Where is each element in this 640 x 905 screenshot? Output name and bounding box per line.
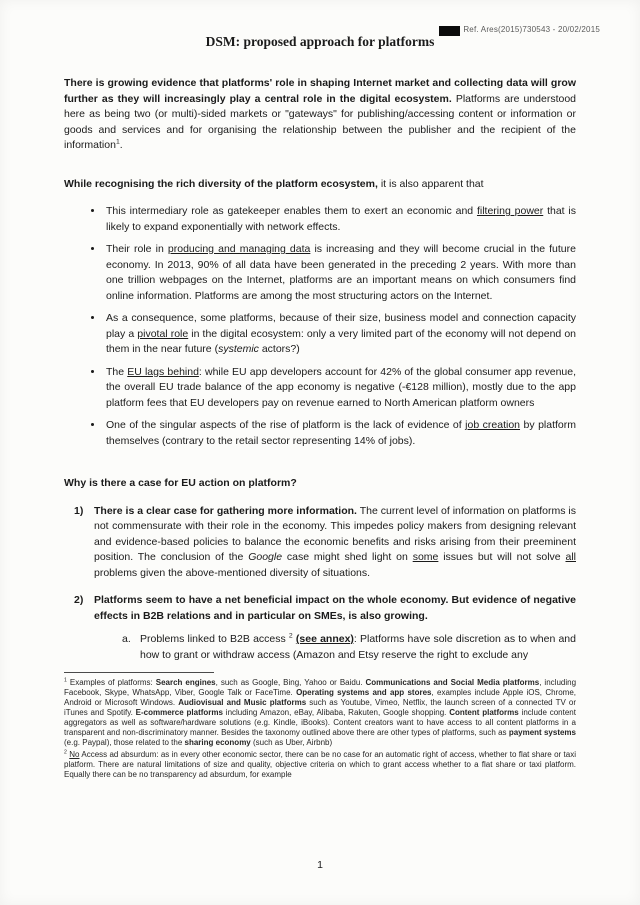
- footnote-separator: [64, 672, 214, 673]
- intro-paragraph: There is growing evidence that platforms' role in shaping Internet market and collecting data will grow further as they will increasingly play a central role in the digital ecosystem. Platforms are understood here as being two (or multi)-sided markets or "gateways" for publishing/accessing content or information or goods and services and for organising the relationship between the publisher and the recipient of the information$^1$.: [64, 77, 577, 151]
- numbered-item-1: [64, 504, 576, 582]
- item-2-marker: 2): [74, 594, 84, 606]
- footnote-1: $^1$ Examples of platforms: Search engines, such as Google, Bing, Yahoo or Baidu. Communications and Social Media platforms, including Facebook, Skype, WhatsApp, Viber, Google Talk or FaceTime. Operating systems and app stores, examples include Apple iOS, Chrome, Android or Microsoft Windows. Audiovisual and Music platforms such as Youtube, Vimeo, Netflix, the launch screen of a connected TV or iTunes and Spotify. E-commerce platforms including Amazon, eBay, Alibaba, Rakuten, Google shopping. Content platforms include content aggregators as well as software/hardware solutions (e.g. Kindle, iBooks). Content creators want to have access to all content platforms in a transparent and non-discriminatory manner. Besides the taxonomy outlined above there are other types of platforms, such as payment systems (e.g. Paypal), those related to the sharing economy (such as Uber, Airbnb): [64, 677, 577, 747]
- sub-item-a: [64, 632, 576, 663]
- item-2-text: Platforms seem to have a net beneficial impact on the whole economy. But evidence of negative effects in B2B relations and in particular on SMEs, is also growing.: [94, 594, 576, 622]
- bullet-eu-lags-behind: • The EU lags behind: while EU app developers account for 42% of the global consumer app revenue, the overall EU trade balance of the app economy is negative (-€128 million), mostly due to the app platform fees that EU developers pay on revenue earned to North American platform owners: [104, 365, 576, 412]
- bullet-job-creation: • One of the singular aspects of the rise of platform is the lack of evidence of job creation by platform themselves (contrary to the retail sector representing 14% of jobs).: [104, 418, 576, 449]
- redaction-mark-icon: [439, 26, 460, 36]
- item-1-marker: 1): [74, 504, 84, 517]
- ref-stamp: [439, 25, 600, 36]
- document-body: [0, 76, 640, 780]
- ref-number: Ref. Ares(2015)730543 - 20/02/2015: [463, 25, 600, 34]
- bullet-pivotal-role: • As a consequence, some platforms, because of their size, business model and connection capacity play a pivotal role in the digital ecosystem: only a very limited part of the economy will not depend on them in the near future (systemic actors?): [104, 311, 576, 358]
- numbered-item-2: [64, 593, 576, 624]
- bullet-gatekeeper: • This intermediary role as gatekeeper enables them to exert an economic and filtering power that is likely to expand exponentially with network effects.: [104, 204, 576, 235]
- bullet-list: [64, 204, 576, 449]
- item-1-text: There is a clear case for gathering more information. The current level of information on platforms is not commensurate with their role in the economy. This impedes policy makers from designing relevant and evidence-based policies to balance the economic benefits and risks arising from their preeminent position. The conclusion of the Google case might shed light on some issues but will not solve all problems given the above-mentioned diversity of situations.: [94, 504, 577, 579]
- page-number: 1: [317, 859, 323, 871]
- sub-item-a-text: Problems linked to B2B access $^2$ (see annex): Platforms have sole discretion as to when and how to grant or withdraw access (Amazon and Etsy reserve the right to exclude any: [140, 632, 576, 661]
- sub-item-a-marker: a.: [122, 633, 131, 645]
- footnote-2: $^2$ No Access ad absurdum: as in every other economic sector, there can be no case for an automatic right of access, whether to flat share or taxi platform. There are natural limitations of size and quality, objective criteria on which to grant access whether to a flat share or taxi platform. Equally there can be no transparency ad absurdum, for example: [64, 749, 576, 779]
- section-heading: Why is there a case for EU action on platform?: [64, 477, 297, 489]
- bullet-producing-data: • Their role in producing and managing data is increasing and they will become crucial in the future economy. In 2013, 90% of all data have been generated in the preceding 2 years. With more than one trillion webpages on the Internet, platforms are an important means on which consumers find online information. Platforms are among the most structuring actors on the Internet.: [104, 242, 576, 304]
- document-title: DSM: proposed approach for platforms: [205, 34, 435, 49]
- diversity-statement: While recognising the rich diversity of the platform ecosystem, it is also apparent that: [64, 177, 484, 190]
